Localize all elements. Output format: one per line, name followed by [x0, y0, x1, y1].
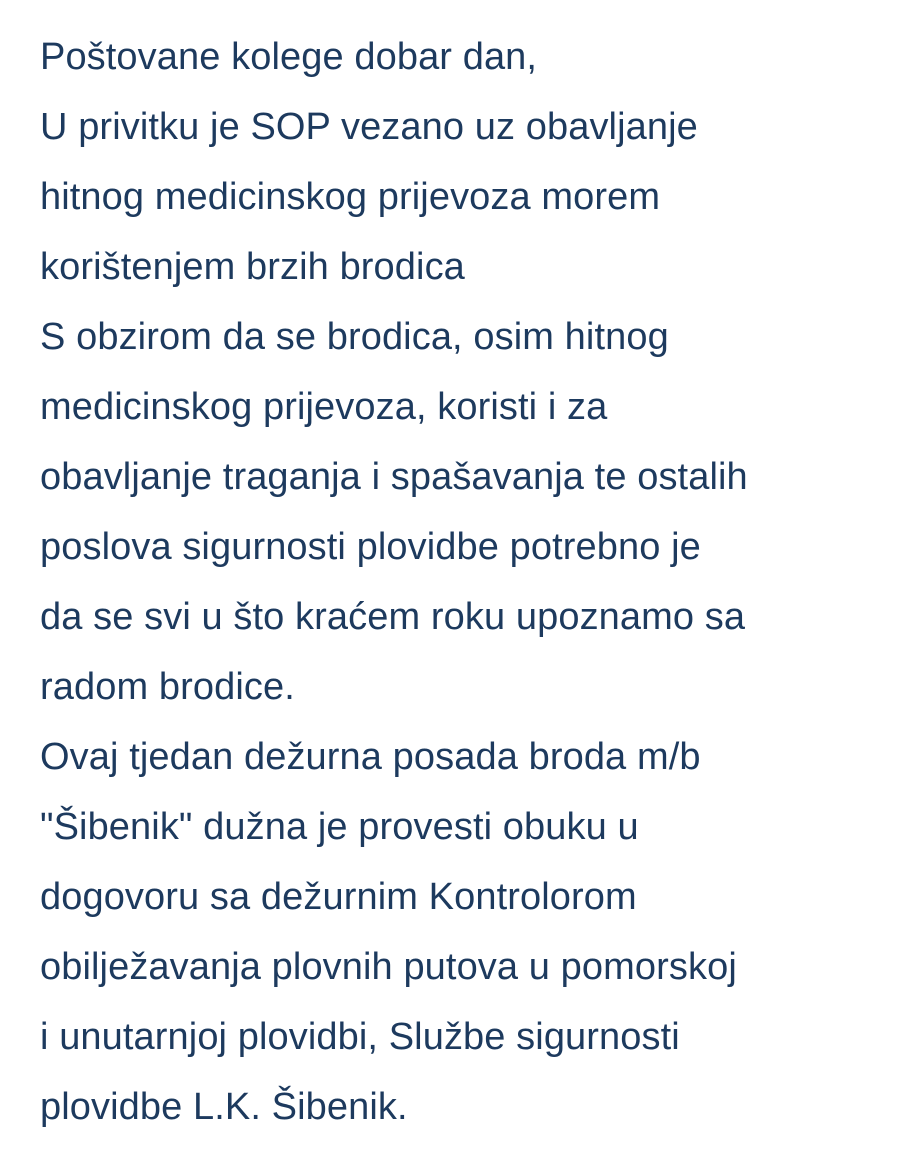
message-line: i unutarnjoj plovidbi, Službe sigurnosti	[40, 1016, 680, 1058]
message-body	[40, 22, 910, 1142]
message-line: korištenjem brzih brodica	[40, 246, 465, 288]
message-line: "Šibenik" dužna je provesti obuku u	[40, 806, 639, 848]
message-line: obilježavanja plovnih putova u pomorskoj	[40, 946, 737, 988]
message-line: medicinskog prijevoza, koristi i za	[40, 386, 608, 428]
message-line: da se svi u što kraćem roku upoznamo sa	[40, 596, 746, 638]
message-line: dogovoru sa dežurnim Kontrolorom	[40, 876, 637, 918]
message-line: U privitku je SOP vezano uz obavljanje	[40, 106, 698, 148]
message-line: hitnog medicinskog prijevoza morem	[40, 176, 661, 218]
message-line: Ovaj tjedan dežurna posada broda m/b	[40, 736, 701, 778]
message-line: plovidbe L.K. Šibenik.	[40, 1086, 408, 1128]
message-line: Poštovane kolege dobar dan,	[40, 36, 538, 78]
message-line: obavljanje traganja i spašavanja te ostalih	[40, 456, 748, 498]
message-line: poslova sigurnosti plovidbe potrebno je	[40, 526, 701, 568]
message-line: radom brodice.	[40, 666, 295, 708]
message-line: S obzirom da se brodica, osim hitnog	[40, 316, 669, 358]
